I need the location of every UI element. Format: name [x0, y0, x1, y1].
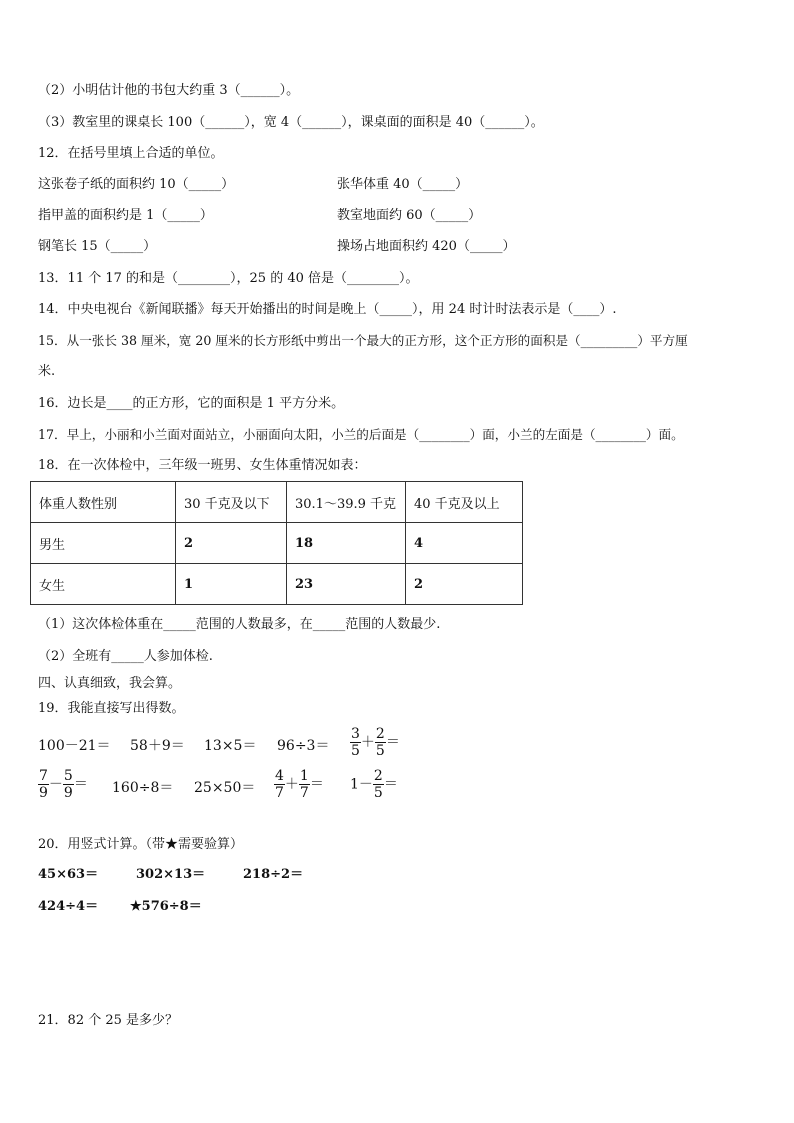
q11-part3: （3）教室里的课桌长 100（______），宽 4（______），课桌面的面积是 40（______）。: [38, 115, 544, 130]
table-cell: 1: [176, 564, 287, 605]
fraction: $\frac{5}{9}$: [63, 768, 73, 801]
q14: 14．中央电视台《新闻联播》每天开始播出的时间是晚上（_____），用 24 时计时法表示是（____）.: [38, 302, 617, 317]
fraction-expression: $\frac{3}{5}$ ＋ $\frac{2}{5}$ ＝: [351, 726, 400, 759]
q12-item-a: 这张卷子纸的面积约 10（_____）: [38, 177, 235, 192]
table-header-cell: 体重人数性别: [31, 482, 176, 523]
q18-part1: （1）这次体检体重在_____范围的人数最多，在_____范围的人数最少.: [38, 617, 441, 632]
q21: 21．82 个 25 是多少？: [38, 1013, 179, 1028]
q12-item-d: 教室地面约 60（_____）: [337, 208, 482, 223]
table-header-cell: 40 千克及以上: [406, 482, 523, 523]
q17: 17．早上，小丽和小兰面对面站立，小丽面向太阳，小兰的后面是（________）面，小兰的左面是（________）面。: [38, 427, 684, 442]
table-cell: 23: [287, 564, 406, 605]
table-cell: 18: [287, 523, 406, 564]
fraction: $\frac{2}{5}$: [375, 726, 385, 759]
table-row: [31, 523, 523, 564]
q12-title: 12．在括号里填上合适的单位。: [38, 146, 224, 161]
calc-item: 100－21＝: [38, 738, 111, 754]
weight-table: [30, 481, 523, 605]
table-cell: 2: [406, 564, 523, 605]
calc-item: 58＋9＝: [130, 738, 185, 754]
fraction: $\frac{3}{5}$: [351, 726, 360, 759]
calc-item: 13×5＝: [204, 738, 257, 754]
fraction: $\frac{1}{7}$: [299, 768, 309, 801]
q12-item-f: 操场占地面积约 420（_____）: [337, 239, 516, 254]
q11-part2: （2）小明估计他的书包大约重 3（______）。: [38, 83, 300, 98]
table-header-cell: 30.1～39.9 千克: [287, 482, 406, 523]
fraction-expression: $\frac{7}{9}$ － $\frac{5}{9}$ ＝: [39, 768, 88, 801]
section-four-heading: 四、认真细致，我会算。: [38, 676, 182, 691]
table-cell: 2: [176, 523, 287, 564]
fraction: $\frac{7}{9}$: [39, 768, 48, 801]
q12-item-c: 指甲盖的面积约是 1（_____）: [38, 208, 213, 223]
q19-title: 19．我能直接写出得数。: [38, 701, 185, 716]
q20-title: 20．用竖式计算。（带★需要验算）: [38, 837, 244, 852]
table-cell: 男生: [31, 523, 176, 564]
q16: 16．边长是____的正方形，它的面积是 1 平方分米。: [38, 396, 345, 411]
table-row: [31, 564, 523, 605]
table-header-cell: 30 千克及以下: [176, 482, 287, 523]
table-header-row: [31, 482, 523, 523]
vertical-calc-item: 424÷4＝: [38, 899, 99, 914]
fraction: $\frac{4}{7}$: [275, 768, 284, 801]
fraction-expression: 1－ $\frac{2}{5}$ ＝: [350, 768, 398, 801]
vertical-calc-item: 302×13＝: [136, 867, 206, 882]
calc-item: 25×50＝: [194, 780, 256, 796]
q12-item-e: 钢笔长 15（_____）: [38, 239, 157, 254]
calc-item: 96÷3＝: [277, 738, 330, 754]
q12-item-b: 张华体重 40（_____）: [337, 177, 469, 192]
q15-line2: 米.: [38, 364, 56, 379]
table-cell: 4: [406, 523, 523, 564]
q15-line1: 15．从一张长 38 厘米，宽 20 厘米的长方形纸中剪出一个最大的正方形，这个正方形的面积是（_________）平方厘: [38, 333, 688, 348]
q13: 13．11 个 17 的和是（________），25 的 40 倍是（________）。: [38, 271, 419, 286]
vertical-calc-item: ★576÷8＝: [130, 899, 202, 914]
q18-title: 18．在一次体检中，三年级一班男、女生体重情况如表：: [38, 458, 367, 473]
q18-part2: （2）全班有_____人参加体检.: [38, 649, 213, 664]
fraction-expression: $\frac{4}{7}$ ＋ $\frac{1}{7}$ ＝: [275, 768, 324, 801]
vertical-calc-item: 45×63＝: [38, 867, 99, 882]
calc-item: 160÷8＝: [112, 780, 174, 796]
fraction: $\frac{2}{5}$: [373, 768, 383, 801]
vertical-calc-item: 218÷2＝: [243, 867, 304, 882]
table-cell: 女生: [31, 564, 176, 605]
